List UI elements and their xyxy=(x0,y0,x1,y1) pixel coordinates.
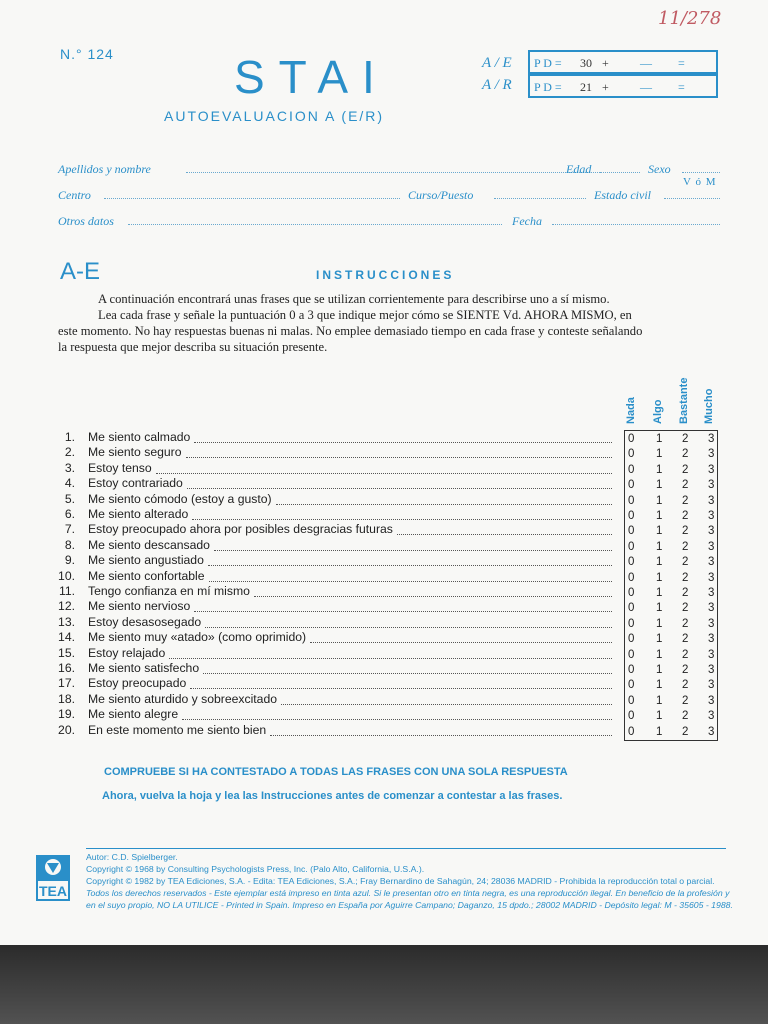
answer-options xyxy=(626,601,716,616)
item-row xyxy=(58,630,720,645)
course-field[interactable] xyxy=(494,188,586,199)
item-text: Estoy tenso xyxy=(88,460,152,475)
score-value: 21 xyxy=(580,80,592,94)
footer-line xyxy=(86,888,729,899)
answer-option-1[interactable]: 1 xyxy=(656,540,663,553)
form-number: N.° 124 xyxy=(60,46,114,62)
answer-option-1[interactable]: 1 xyxy=(656,525,663,538)
item-number: 16. xyxy=(58,661,75,675)
answer-option-0[interactable]: 0 xyxy=(628,664,635,676)
sex-options: V ó M xyxy=(683,176,717,188)
leader-dots xyxy=(208,553,612,566)
answer-option-3[interactable]: 3 xyxy=(708,648,715,661)
item-text: Me siento descansado xyxy=(88,537,210,552)
answer-option-1[interactable]: 1 xyxy=(656,571,663,584)
leader-dots xyxy=(205,615,612,628)
equals-sign: = xyxy=(678,56,685,70)
answer-option-1[interactable]: 1 xyxy=(656,463,663,476)
item-text: Me siento alterado xyxy=(88,507,189,521)
answer-option-2[interactable]: 2 xyxy=(682,479,689,492)
answer-option-3[interactable]: 3 xyxy=(708,694,715,707)
leader-dots xyxy=(194,599,612,612)
answer-options xyxy=(626,617,716,632)
answer-option-2[interactable]: 2 xyxy=(682,510,689,522)
age-field[interactable] xyxy=(600,162,640,173)
answer-option-0[interactable]: 0 xyxy=(628,725,635,738)
answer-option-3[interactable]: 3 xyxy=(708,463,715,476)
logo-text: TEA xyxy=(39,883,67,899)
answer-options xyxy=(626,678,716,693)
score-box-ar xyxy=(528,74,718,98)
answer-option-0[interactable]: 0 xyxy=(628,479,635,492)
answer-option-2[interactable]: 2 xyxy=(682,433,689,445)
answer-option-3[interactable]: 3 xyxy=(708,571,715,584)
plus-sign: + xyxy=(602,80,609,94)
answer-option-2[interactable]: 2 xyxy=(682,633,689,646)
answer-options xyxy=(626,494,716,509)
answer-option-0[interactable]: 0 xyxy=(628,571,635,584)
answer-option-3[interactable]: 3 xyxy=(708,725,715,738)
answer-option-1[interactable]: 1 xyxy=(656,433,663,445)
item-row xyxy=(58,492,720,507)
item-row xyxy=(58,476,720,491)
leader-dots xyxy=(203,661,612,674)
minus-sign: — xyxy=(640,80,652,94)
answer-options xyxy=(626,663,716,678)
answer-option-2[interactable]: 2 xyxy=(682,617,689,630)
answer-option-2[interactable]: 2 xyxy=(682,448,689,461)
answer-option-2[interactable]: 2 xyxy=(682,710,689,723)
score-label: P D = xyxy=(534,80,562,94)
answer-option-3[interactable]: 3 xyxy=(708,664,715,676)
date-field[interactable] xyxy=(552,214,720,225)
item-number: 15. xyxy=(58,645,75,660)
ae-label: A / E xyxy=(482,55,512,71)
item-row xyxy=(58,507,720,522)
item-text: Me siento angustiado xyxy=(88,553,204,568)
answer-option-1[interactable]: 1 xyxy=(656,648,663,661)
leader-dots xyxy=(182,707,612,720)
answer-option-2[interactable]: 2 xyxy=(682,556,689,569)
check-note: COMPRUEBE SI HA CONTESTADO A TODAS LAS FRASES CON UNA SOLA RESPUESTA xyxy=(104,766,568,778)
item-text: Me siento alegre xyxy=(88,707,179,722)
item-number: 2. xyxy=(64,445,75,460)
item-text: Estoy relajado xyxy=(88,645,166,660)
answer-option-1[interactable]: 1 xyxy=(656,494,663,507)
answer-option-1[interactable]: 1 xyxy=(656,510,663,522)
item-number: 13. xyxy=(58,614,75,629)
answer-options xyxy=(626,540,716,555)
score-label: P D = xyxy=(534,56,562,70)
leader-dots xyxy=(156,461,612,474)
column-algo: Algo xyxy=(652,399,664,424)
item-row xyxy=(58,445,720,460)
item-row xyxy=(58,692,720,707)
leader-dots xyxy=(209,569,612,582)
instruction-line: A continuación encontrará unas frases que se utilizan corrientemente para describirse uno a sí mismo. xyxy=(98,292,610,306)
answer-option-0[interactable]: 0 xyxy=(628,694,635,707)
answer-option-2[interactable]: 2 xyxy=(682,648,689,661)
answer-option-2[interactable]: 2 xyxy=(682,525,689,538)
field-row-name xyxy=(58,162,720,178)
leader-dots xyxy=(214,538,612,551)
item-number: 20. xyxy=(58,722,75,737)
item-text: Me siento satisfecho xyxy=(88,661,200,675)
instructions-title: INSTRUCCIONES xyxy=(316,268,455,282)
item-text: Me siento muy «atado» (como oprimido) xyxy=(88,630,307,645)
footer-line-italic: Todos los derechos reservados - Este ejemplar está impreso en tinta azul. Si le presentan otro en tinta negra, es una reproducción ilegal. En beneficio de la profesión y xyxy=(86,888,730,898)
item-row xyxy=(58,553,720,568)
leader-dots xyxy=(397,522,612,535)
other-label: Otros datos xyxy=(58,214,114,228)
sex-label: Sexo xyxy=(648,162,671,176)
answer-option-3[interactable]: 3 xyxy=(708,479,715,492)
item-number: 5. xyxy=(64,491,75,506)
handwritten-reference: 11/278 xyxy=(658,8,722,29)
sex-field[interactable] xyxy=(682,162,720,173)
answer-options xyxy=(626,648,716,663)
item-number: 18. xyxy=(58,691,75,706)
answer-option-1[interactable]: 1 xyxy=(656,725,663,738)
answer-option-2[interactable]: 2 xyxy=(682,694,689,707)
answer-option-0[interactable]: 0 xyxy=(628,494,635,507)
item-text: En este momento me siento bien xyxy=(88,722,267,737)
answer-option-0[interactable]: 0 xyxy=(628,602,635,615)
answer-option-3[interactable]: 3 xyxy=(708,679,715,692)
age-label: Edad xyxy=(566,162,592,176)
equals-sign: = xyxy=(678,80,685,94)
answer-option-2[interactable]: 2 xyxy=(682,494,689,507)
leader-dots xyxy=(192,507,612,520)
item-row xyxy=(58,676,720,691)
column-nada: Nada xyxy=(625,397,637,424)
item-text: Tengo confianza en mí mismo xyxy=(88,584,250,598)
item-number: 9. xyxy=(64,553,75,568)
item-text: Me siento nervioso xyxy=(88,599,191,614)
item-row xyxy=(58,615,720,630)
item-row xyxy=(58,522,720,537)
answer-option-1[interactable]: 1 xyxy=(656,587,663,599)
answer-option-3[interactable]: 3 xyxy=(708,448,715,461)
footer-line: Copyright © 1968 by Consulting Psychologists Press, Inc. (Palo Alto, California, U.S.A.). xyxy=(86,864,425,874)
instruction-line: la respuesta que mejor describa su situación presente. xyxy=(58,340,328,354)
item-text: Estoy contrariado xyxy=(88,476,183,491)
answer-options xyxy=(626,632,716,647)
instruction-line: Lea cada frase y señale la puntuación 0 a 3 que indique mejor cómo se SIENTE Vd. AHORA MISMO, en xyxy=(98,308,632,322)
answer-option-0[interactable]: 0 xyxy=(628,617,635,630)
column-mucho: Mucho xyxy=(703,388,715,424)
answer-options xyxy=(626,509,716,524)
instructions-text xyxy=(58,291,720,355)
item-text: Estoy preocupado ahora por posibles desgracias futuras xyxy=(88,522,393,537)
leader-dots xyxy=(194,430,612,443)
answer-option-0[interactable]: 0 xyxy=(628,648,635,661)
course-label: Curso/Puesto xyxy=(408,188,474,202)
footer-line: Copyright © 1982 by TEA Ediciones, S.A. - Edita: TEA Ediciones, S.A.; Fray Bernardino de Sahagún, 24; 28036 MADRID - Prohibida la reproducción total o parcial. xyxy=(86,876,715,886)
score-value: 30 xyxy=(580,56,592,70)
answer-options xyxy=(626,447,716,462)
item-number: 4. xyxy=(64,476,75,491)
answer-option-0[interactable]: 0 xyxy=(628,710,635,723)
item-text: Me siento calmado xyxy=(88,430,191,444)
answer-option-3[interactable]: 3 xyxy=(708,540,715,553)
item-row xyxy=(58,646,720,661)
answer-option-1[interactable]: 1 xyxy=(656,679,663,692)
answer-option-3[interactable]: 3 xyxy=(708,587,715,599)
civil-field[interactable] xyxy=(664,188,720,199)
answer-option-1[interactable]: 1 xyxy=(656,602,663,615)
item-text: Estoy preocupado xyxy=(88,676,187,691)
item-number: 12. xyxy=(58,599,75,614)
item-number: 6. xyxy=(64,507,75,521)
leader-dots xyxy=(169,646,612,659)
plus-sign: + xyxy=(602,56,609,70)
answer-option-0[interactable]: 0 xyxy=(628,525,635,538)
item-text: Me siento aturdido y sobreexcitado xyxy=(88,691,278,706)
leader-dots xyxy=(254,584,612,597)
item-row xyxy=(58,599,720,614)
answer-option-2[interactable]: 2 xyxy=(682,587,689,599)
scan-background xyxy=(0,945,768,1024)
name-field[interactable] xyxy=(186,162,614,173)
footer-line xyxy=(86,900,733,911)
item-number: 3. xyxy=(64,460,75,475)
item-text: Me siento seguro xyxy=(88,445,182,460)
answer-option-3[interactable]: 3 xyxy=(708,494,715,507)
other-field[interactable] xyxy=(128,214,502,225)
item-row xyxy=(58,461,720,476)
answer-option-3[interactable]: 3 xyxy=(708,556,715,569)
answer-option-3[interactable]: 3 xyxy=(708,510,715,522)
answer-option-0[interactable]: 0 xyxy=(628,556,635,569)
answer-option-1[interactable]: 1 xyxy=(656,633,663,646)
answer-option-0[interactable]: 0 xyxy=(628,587,635,599)
item-text: Estoy desasosegado xyxy=(88,614,202,629)
item-number: 8. xyxy=(64,537,75,552)
item-text: Me siento confortable xyxy=(88,568,205,583)
answer-option-0[interactable]: 0 xyxy=(628,448,635,461)
page-subtitle: AUTOEVALUACION A (E/R) xyxy=(164,108,385,124)
answer-option-2[interactable]: 2 xyxy=(682,463,689,476)
item-row xyxy=(58,584,720,599)
leader-dots xyxy=(270,723,612,736)
answer-option-2[interactable]: 2 xyxy=(682,664,689,676)
field-row-center xyxy=(58,188,720,204)
leader-dots xyxy=(187,476,612,489)
answer-option-3[interactable]: 3 xyxy=(708,617,715,630)
item-row xyxy=(58,430,720,445)
answer-option-0[interactable]: 0 xyxy=(628,633,635,646)
answer-options xyxy=(626,478,716,493)
answer-options xyxy=(626,571,716,586)
answer-option-3[interactable]: 3 xyxy=(708,602,715,615)
item-number: 1. xyxy=(64,430,75,444)
item-number: 14. xyxy=(58,630,75,645)
answer-option-1[interactable]: 1 xyxy=(656,664,663,676)
civil-label: Estado civil xyxy=(594,188,651,202)
footer-line: Autor: C.D. Spielberger. xyxy=(86,852,178,862)
item-number: 17. xyxy=(58,676,75,691)
answer-option-1[interactable]: 1 xyxy=(656,710,663,723)
footer-line-italic: en el suyo propio, NO LA UTILICE - Printed in Spain. Impreso en España por Aguirre Campano; Daganzo, 15 dpdo.; 28002 MADRID - Depósito legal: M - 35605 - 1988. xyxy=(86,900,733,910)
item-text: Me siento cómodo (estoy a gusto) xyxy=(88,491,272,506)
center-field[interactable] xyxy=(104,188,400,199)
answer-option-1[interactable]: 1 xyxy=(656,479,663,492)
answer-options xyxy=(626,725,716,740)
answer-option-2[interactable]: 2 xyxy=(682,602,689,615)
item-number: 10. xyxy=(58,568,75,583)
answer-option-3[interactable]: 3 xyxy=(708,633,715,646)
answer-option-0[interactable]: 0 xyxy=(628,510,635,522)
name-label: Apellidos y nombre xyxy=(58,162,151,176)
answer-option-3[interactable]: 3 xyxy=(708,525,715,538)
instruction-line: este momento. No hay respuestas buenas ni malas. No emplee demasiado tiempo en cada frase y conteste señalando xyxy=(58,324,643,338)
date-label: Fecha xyxy=(512,214,542,228)
answer-options xyxy=(626,524,716,539)
leader-dots xyxy=(310,630,612,643)
minus-sign: — xyxy=(640,56,652,70)
column-bastante: Bastante xyxy=(678,377,690,424)
answer-options xyxy=(626,432,716,447)
answer-options xyxy=(626,463,716,478)
section-label: A-E xyxy=(60,258,101,285)
answer-option-1[interactable]: 1 xyxy=(656,617,663,630)
center-label: Centro xyxy=(58,188,91,202)
leader-dots xyxy=(276,492,612,505)
answer-option-0[interactable]: 0 xyxy=(628,540,635,553)
item-row xyxy=(58,723,720,738)
answer-option-2[interactable]: 2 xyxy=(682,571,689,584)
item-row xyxy=(58,569,720,584)
answer-option-1[interactable]: 1 xyxy=(656,556,663,569)
item-row xyxy=(58,538,720,553)
answer-option-1[interactable]: 1 xyxy=(656,448,663,461)
item-number: 7. xyxy=(64,522,75,537)
page-title: STAI xyxy=(234,51,389,103)
answer-option-2[interactable]: 2 xyxy=(682,679,689,692)
answer-option-2[interactable]: 2 xyxy=(682,540,689,553)
turn-page-note: Ahora, vuelva la hoja y lea las Instrucciones antes de comenzar a contestar a las frases. xyxy=(102,790,563,802)
item-number: 19. xyxy=(58,707,75,722)
answer-option-1[interactable]: 1 xyxy=(656,694,663,707)
ar-label: A / R xyxy=(482,77,512,93)
item-number: 11. xyxy=(58,584,75,598)
item-row xyxy=(58,661,720,676)
answer-options xyxy=(626,586,716,601)
answer-options xyxy=(626,555,716,570)
answer-option-0[interactable]: 0 xyxy=(628,679,635,692)
answer-options xyxy=(626,694,716,709)
footer-divider xyxy=(86,848,726,849)
tea-logo-icon xyxy=(36,855,70,901)
answer-options xyxy=(626,709,716,724)
answer-option-3[interactable]: 3 xyxy=(708,710,715,723)
answer-option-0[interactable]: 0 xyxy=(628,433,635,445)
answer-option-2[interactable]: 2 xyxy=(682,725,689,738)
leader-dots xyxy=(281,692,612,705)
leader-dots xyxy=(190,676,612,689)
leader-dots xyxy=(186,445,613,458)
field-row-other xyxy=(58,214,720,230)
answer-option-0[interactable]: 0 xyxy=(628,463,635,476)
answer-option-3[interactable]: 3 xyxy=(708,433,715,445)
score-box-ae xyxy=(528,50,718,74)
item-row xyxy=(58,707,720,722)
